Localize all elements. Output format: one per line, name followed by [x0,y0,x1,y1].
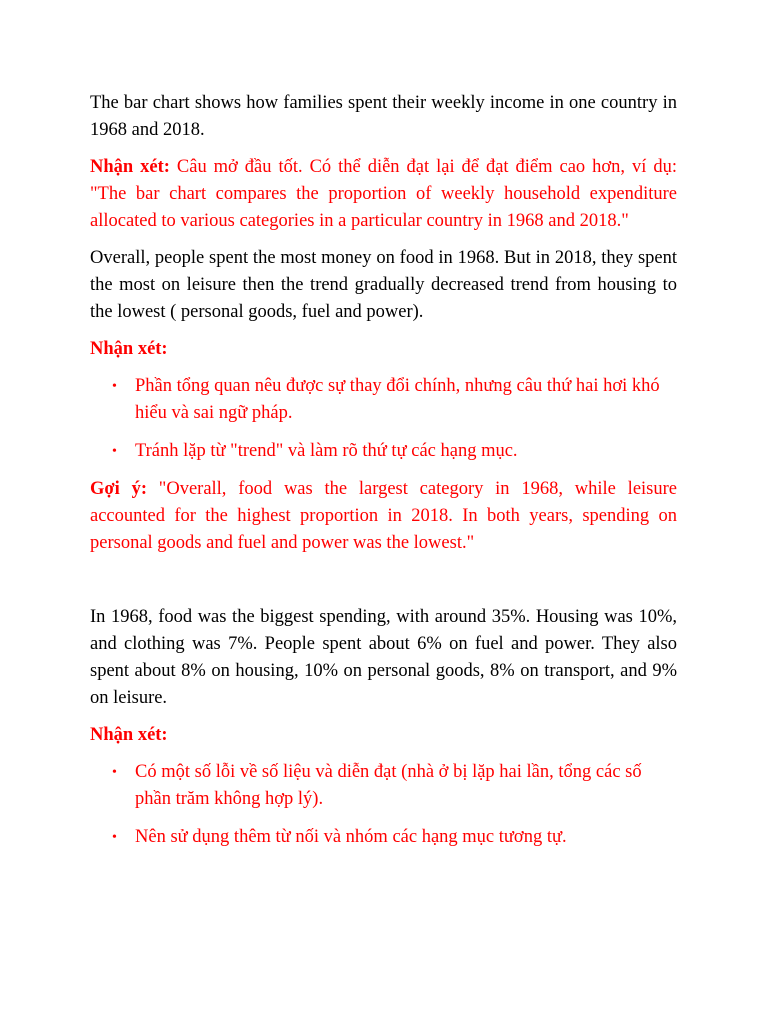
bullet-icon: • [112,830,117,845]
comment-text: Câu mở đầu tốt. Có thể diễn đạt lại để đạt điểm cao hơn, ví dụ: "The bar chart compares the proportion of weekly household expenditure allocated to various categories in a particular country in 1968 and 2018." [90,157,677,231]
comment-label: Nhận xét: [90,157,170,177]
comment-overview-list [90,373,677,465]
list-item-text: Có một số lỗi về số liệu và diễn đạt (nhà ở bị lặp hai lần, tổng các số phần trăm không hợp lý). [135,762,642,809]
list-item-text: Phần tổng quan nêu được sự thay đổi chính, nhưng câu thứ hai hơi khó hiểu và sai ngữ pháp. [135,376,660,423]
overview-paragraph: Overall, people spent the most money on food in 1968. But in 2018, they spent the most on leisure then the trend gradually decreased trend from housing to the lowest ( personal goods, fuel and power). [90,248,677,322]
list-item [90,373,677,427]
list-item [90,438,677,465]
comment-label: Nhận xét: [90,725,168,745]
comment-label: Nhận xét: [90,339,168,359]
bullet-icon: • [112,765,117,780]
suggestion-text: "Overall, food was the largest category in 1968, while leisure accounted for the highest proportion in 2018. In both years, spending on personal goods and fuel and power was the lowest." [90,479,677,553]
list-item-text: Nên sử dụng thêm từ nối và nhóm các hạng mục tương tự. [135,827,567,847]
intro-paragraph: The bar chart shows how families spent their weekly income in one country in 1968 and 2018. [90,93,677,140]
comment-intro [90,154,677,235]
suggestion-paragraph [90,476,677,557]
bullet-icon: • [112,379,117,394]
comment-details-list [90,759,677,851]
document-page [90,90,677,862]
section-spacer [90,567,677,604]
list-item [90,824,677,851]
suggestion-label: Gợi ý: [90,479,147,499]
list-item-text: Tránh lặp từ "trend" và làm rõ thứ tự các hạng mục. [135,441,518,461]
bullet-icon: • [112,444,117,459]
comment-overview-heading [90,336,677,363]
details-paragraph: In 1968, food was the biggest spending, with around 35%. Housing was 10%, and clothing was 7%. People spent about 6% on fuel and power. They also spent about 8% on housing, 10% on personal goods, 8% on transport, and 9% on leisure. [90,607,677,708]
comment-details-heading [90,722,677,749]
list-item [90,759,677,813]
